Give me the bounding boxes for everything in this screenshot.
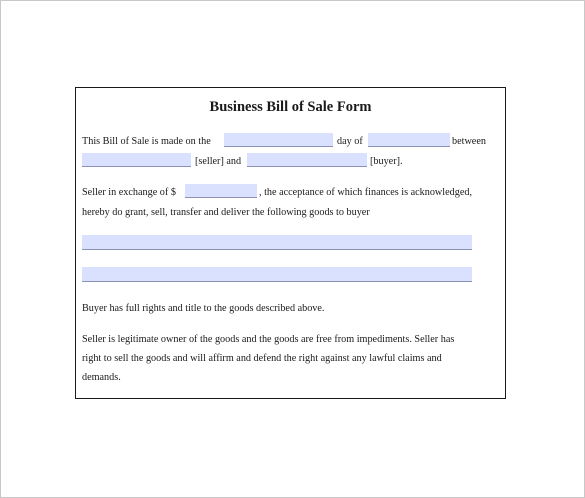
between-label: between [452, 136, 486, 147]
buyer-rights-text: Buyer has full rights and title to the goods described above. [82, 303, 325, 314]
date-field[interactable] [224, 133, 333, 147]
date-label: This Bill of Sale is made on the [82, 136, 211, 147]
month-field[interactable] [368, 133, 450, 147]
day-of-label: day of [337, 136, 363, 147]
amount-field[interactable] [185, 184, 257, 198]
bill-of-sale-document [75, 87, 506, 399]
buyer-label: [buyer]. [370, 156, 403, 167]
goods-field-1[interactable] [82, 235, 472, 250]
goods-field-2[interactable] [82, 267, 472, 282]
seller-owner-text-2: right to sell the goods and will affirm and defend the right against any lawful claims and [82, 353, 442, 364]
buyer-field[interactable] [247, 153, 367, 167]
seller-field[interactable] [82, 153, 191, 167]
seller-owner-text-3: demands. [82, 372, 121, 383]
form-title: Business Bill of Sale Form [209, 99, 372, 115]
exchange-label: Seller in exchange of $ [82, 187, 176, 198]
seller-label: [seller] and [195, 156, 242, 167]
seller-owner-text-1: Seller is legitimate owner of the goods and the goods are free from impediments. Seller has [82, 334, 455, 345]
grant-label: hereby do grant, sell, transfer and deliver the following goods to buyer [82, 207, 370, 218]
acceptance-label: , the acceptance of which finances is acknowledged, [259, 187, 472, 198]
